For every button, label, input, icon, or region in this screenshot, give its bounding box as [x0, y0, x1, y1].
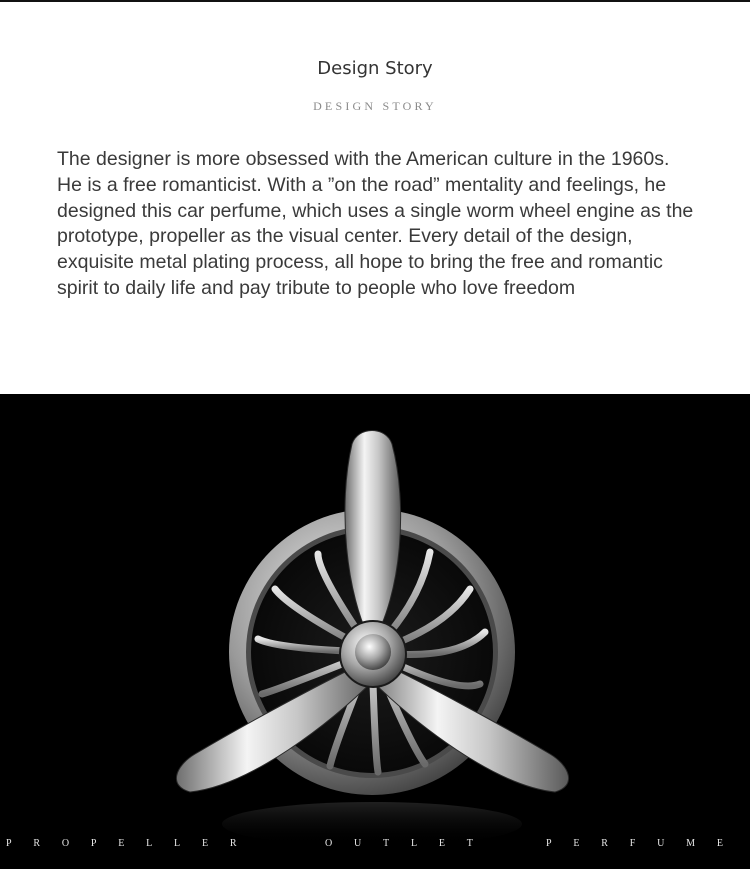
product-hero — [0, 394, 750, 869]
tagline-word-1: PROPELLER — [6, 838, 259, 849]
tagline-word-2: OUTLET — [325, 838, 495, 849]
tagline-word-3: PERFUME — [546, 838, 745, 849]
design-story-section — [0, 2, 750, 394]
section-subtitle: DESIGN STORY — [313, 99, 437, 113]
tagline — [0, 838, 750, 856]
propeller-vent-image — [0, 394, 750, 869]
story-paragraph: The designer is more obsessed with the American culture in the 1960s. He is a free romanticist. With a ”on the road” mentality and feelings, he designed this car perfume, which uses a single worm wheel engine as the prototype, propeller as the visual center. Every detail of the design, exquisite metal plating process, all hope to bring the free and romantic spirit to daily life and pay tribute to people who love freedom — [57, 148, 694, 299]
section-title: Design Story — [317, 58, 433, 79]
